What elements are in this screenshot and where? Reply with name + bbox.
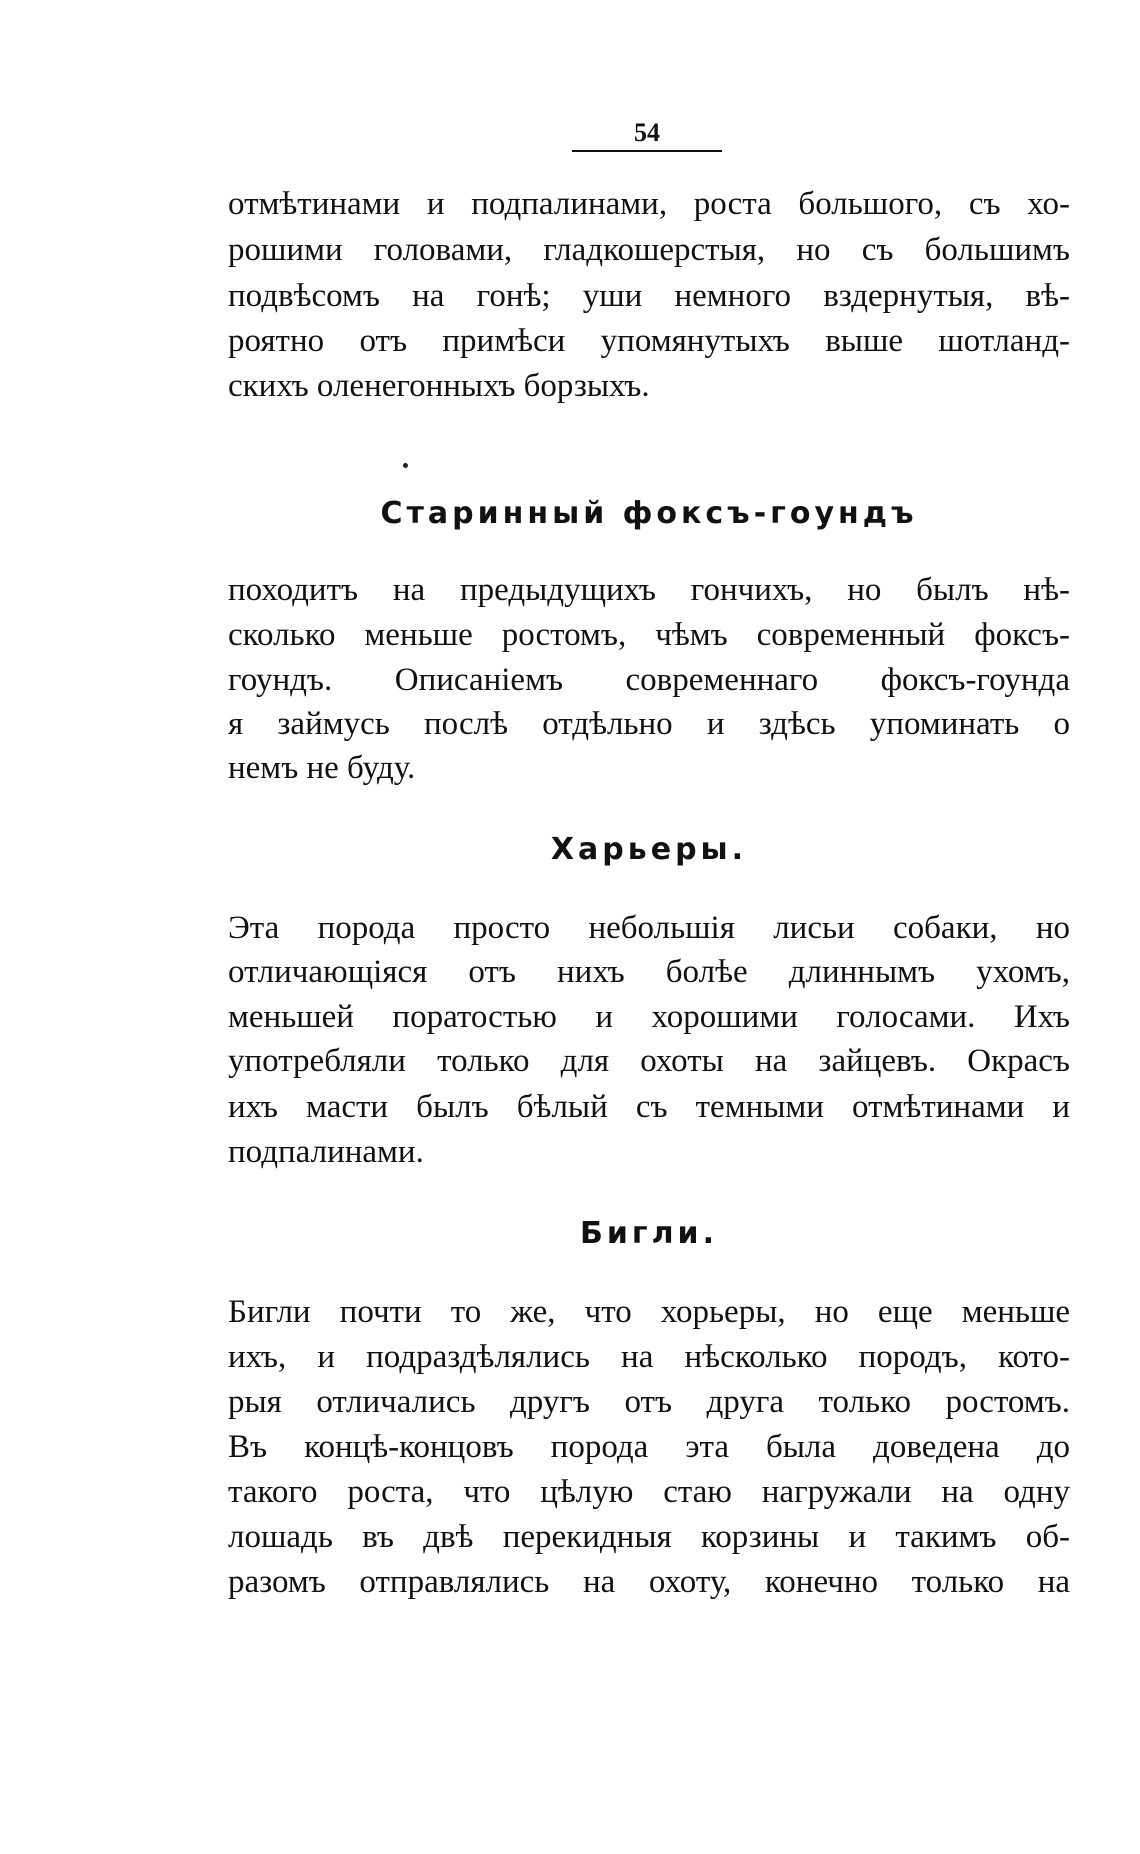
text-line: походитъ на предыдущихъ гончихъ, но былъ нѣ- (228, 572, 1070, 608)
text-line: Въ концѣ-концовъ порода эта была доведена до (228, 1429, 1070, 1465)
text-line: подпалинами. (228, 1134, 424, 1170)
text-line: подвѣсомъ на гонѣ; уши немного вздернутыя, вѣ- (228, 278, 1070, 314)
text-line: употребляли только для охоты на зайцевъ. Окрасъ (228, 1043, 1070, 1079)
text-line: сколько меньше ростомъ, чѣмъ современный фоксъ- (228, 617, 1070, 653)
text-line: ихъ, и подраздѣлялись на нѣсколько породъ, кото- (228, 1339, 1070, 1375)
text-line: отличающіяся отъ нихъ болѣе длиннымъ ухомъ, (228, 954, 1070, 990)
page-number-rule (572, 150, 722, 152)
text-line: Бигли почти то же, что хорьеры, но еще меньше (228, 1294, 1070, 1330)
section-heading: Старинный фоксъ-гоундъ (380, 496, 918, 531)
text-line: отмѣтинами и подпалинами, роста большого, съ хо- (228, 186, 1070, 222)
page-number: 54 (634, 118, 660, 147)
text-line: гоундъ. Описаніемъ современнаго фоксъ-гоунда (228, 662, 1070, 698)
text-line: немъ не буду. (228, 750, 416, 786)
section-heading: Харьеры. (550, 832, 748, 867)
text-line: меньшей поратостью и хорошими голосами. Ихъ (228, 999, 1070, 1035)
print-speck (403, 463, 408, 468)
text-line: я займусь послѣ отдѣльно и здѣсь упоминать о (228, 706, 1070, 742)
text-line: разомъ отправлялись на охоту, конечно только на (228, 1564, 1070, 1600)
section-heading: Бигли. (580, 1216, 718, 1251)
text-line: лошадь въ двѣ перекидныя корзины и такимъ об- (228, 1519, 1070, 1555)
text-line: ихъ масти былъ бѣлый съ темными отмѣтинами и (228, 1089, 1070, 1125)
text-line: рошими головами, гладкошерстыя, но съ большимъ (228, 232, 1070, 268)
text-line: Эта порода просто небольшія лисьи собаки, но (228, 910, 1070, 946)
text-line: такого роста, что цѣлую стаю нагружали на одну (228, 1474, 1070, 1510)
text-line: рыя отличались другъ отъ друга только ростомъ. (228, 1384, 1070, 1420)
text-line: роятно отъ примѣси упомянутыхъ выше шотланд- (228, 323, 1070, 359)
text-line: скихъ оленегонныхъ борзыхъ. (228, 368, 650, 404)
